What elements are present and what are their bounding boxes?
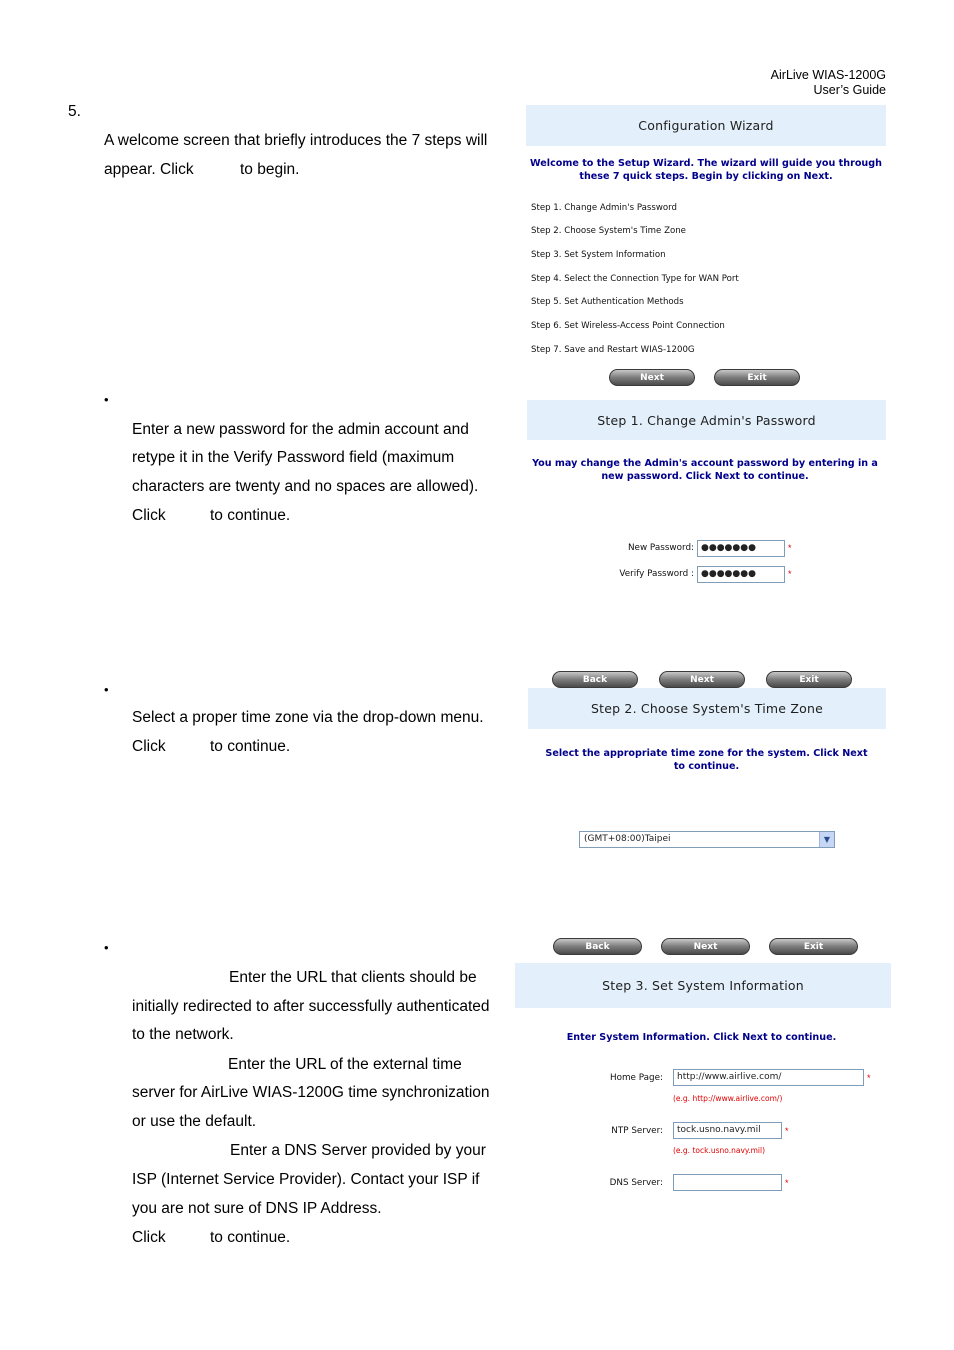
ntp-server-label: NTP Server: (611, 1126, 663, 1136)
wizard-next-button[interactable]: Next (609, 369, 695, 386)
wizard-exit-button[interactable]: Exit (714, 369, 800, 386)
tz-next-button[interactable]: Next (661, 938, 750, 955)
new-password-required: * (788, 543, 792, 553)
ntp-server-field[interactable]: tock.usno.navy.mil (673, 1122, 782, 1139)
wizard-step-1: Step 1. Change Admin's Password (531, 203, 677, 213)
welcome-line-2b: to begin. (240, 161, 300, 178)
wizard-step-7: Step 7. Save and Restart WIAS-1200G (531, 345, 695, 355)
wizard-step-6: Step 6. Set Wireless-Access Point Connection (531, 321, 725, 331)
bullet-step3: • (104, 940, 109, 955)
step3-line-10b: to continue. (210, 1229, 291, 1246)
verify-password-field[interactable]: ●●●●●●● (697, 566, 785, 583)
verify-password-required: * (788, 569, 792, 579)
step3-line-4: Enter the URL of the external time (228, 1056, 462, 1073)
welcome-line-1: A welcome screen that briefly introduces the 7 steps will (104, 132, 488, 149)
verify-password-label: Verify Password : (619, 569, 694, 579)
pwd-back-button[interactable]: Back (552, 671, 638, 688)
wizard-step-2: Step 2. Choose System's Time Zone (531, 226, 686, 236)
step3-line-9: you are not sure of DNS IP Address. (132, 1200, 382, 1217)
header-product: AirLive WIAS-1200G (770, 68, 886, 82)
chevron-down-icon[interactable]: ▼ (819, 832, 834, 847)
tz-exit-button[interactable]: Exit (769, 938, 858, 955)
step1-line-1: Enter a new password for the admin account and (132, 421, 469, 438)
step1-line-3: characters are twenty and no spaces are allowed). (132, 478, 479, 495)
dns-server-required: * (785, 1178, 789, 1188)
step3-line-2: initially redirected to after successfully authenticated (132, 998, 490, 1015)
home-page-hint: (e.g. http://www.airlive.com/) (673, 1094, 783, 1103)
pwd-intro: You may change the Admin's account password by entering in a new password. Click Next to continue. (532, 458, 878, 482)
sys-intro: Enter System Information. Click Next to continue. (566, 1032, 837, 1043)
wizard-step-4: Step 4. Select the Connection Type for WAN Port (531, 274, 739, 284)
step1-line-2: retype it in the Verify Password field (maximum (132, 449, 455, 466)
document-header (771, 68, 886, 98)
tz-intro: Select the appropriate time zone for the system. Click Next to continue. (545, 748, 868, 772)
new-password-label: New Password: (627, 543, 694, 553)
step3-line-8: ISP (Internet Service Provider). Contact your ISP if (132, 1171, 480, 1188)
wizard-title: Configuration Wizard (526, 105, 886, 146)
pwd-next-button[interactable]: Next (659, 671, 745, 688)
new-password-field[interactable]: ●●●●●●● (697, 540, 785, 557)
pwd-title: Step 1. Change Admin's Password (527, 400, 886, 440)
timezone-select[interactable] (579, 831, 835, 848)
step2-line-2a: Click (132, 738, 166, 755)
step2-line-2b: to continue. (210, 738, 291, 755)
ntp-server-hint: (e.g. tock.usno.navy.mil) (673, 1146, 766, 1155)
wizard-step-5: Step 5. Set Authentication Methods (531, 297, 684, 307)
item-number: 5. (68, 103, 81, 120)
ntp-server-required: * (785, 1126, 789, 1136)
bullet-step2: • (104, 682, 109, 697)
timezone-selected-value: (GMT+08:00)Taipei (584, 834, 671, 844)
step1-line-4b: to continue. (210, 507, 291, 524)
sys-title: Step 3. Set System Information (515, 963, 891, 1008)
home-page-field[interactable]: http://www.airlive.com/ (673, 1069, 864, 1086)
step3-line-1: Enter the URL that clients should be (229, 969, 477, 986)
tz-title: Step 2. Choose System's Time Zone (528, 688, 886, 729)
step3-line-10a: Click (132, 1229, 166, 1246)
step3-line-7: Enter a DNS Server provided by your (230, 1142, 486, 1159)
home-page-label: Home Page: (609, 1073, 663, 1083)
step3-line-3: to the network. (132, 1026, 234, 1043)
header-guide: User’s Guide (813, 83, 886, 97)
welcome-line-2a: appear. Click (104, 161, 194, 178)
step2-line-1: Select a proper time zone via the drop-down menu. (132, 709, 484, 726)
pwd-exit-button[interactable]: Exit (766, 671, 852, 688)
step3-line-6: or use the default. (132, 1113, 257, 1130)
bullet-step1: • (104, 392, 109, 407)
step3-line-5: server for AirLive WIAS-1200G time synchronization (132, 1084, 490, 1101)
tz-back-button[interactable]: Back (553, 938, 642, 955)
home-page-required: * (867, 1073, 871, 1083)
dns-server-field[interactable] (673, 1174, 782, 1191)
wizard-step-3: Step 3. Set System Information (531, 250, 666, 260)
dns-server-label: DNS Server: (609, 1178, 663, 1188)
step1-line-4a: Click (132, 507, 166, 524)
wizard-intro: Welcome to the Setup Wizard. The wizard will guide you through these 7 quick steps. Begin by clicking on Next. (530, 158, 882, 182)
